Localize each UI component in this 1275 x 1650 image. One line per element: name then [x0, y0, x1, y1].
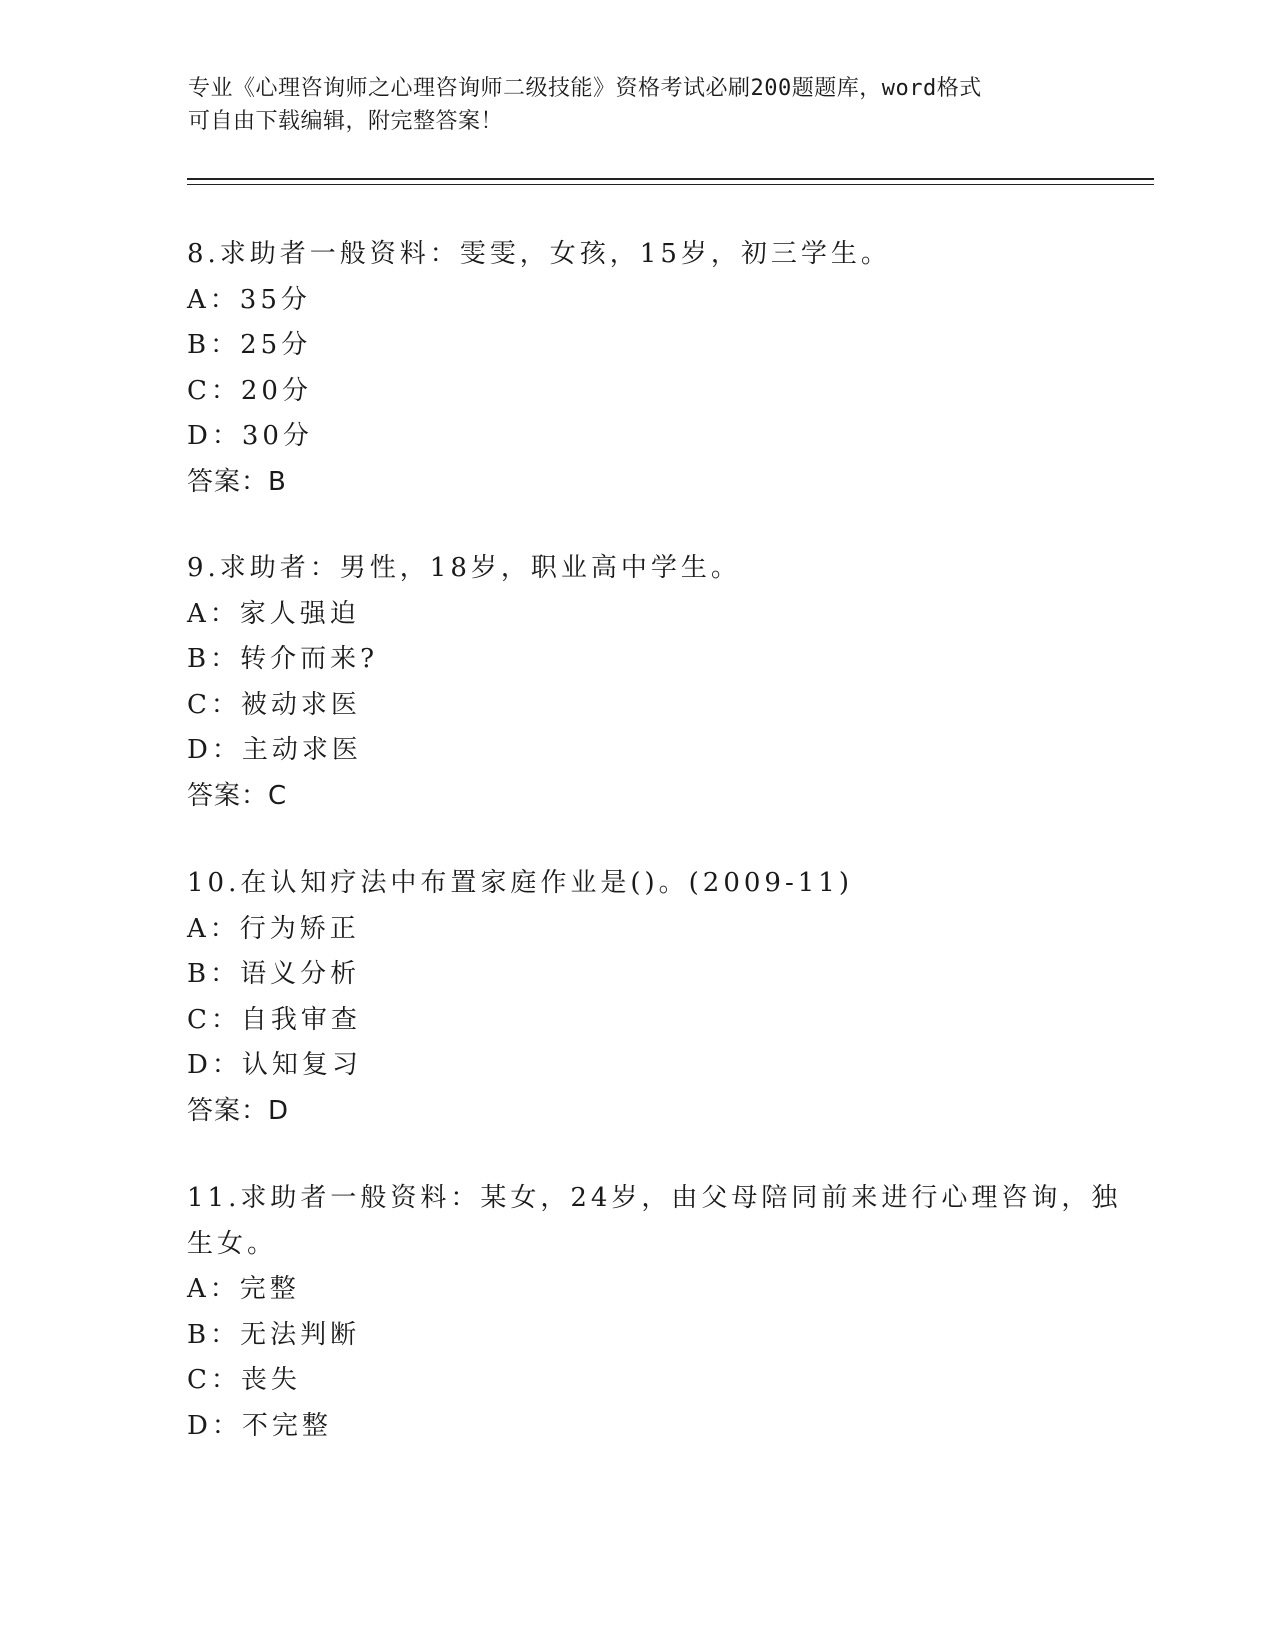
question-stem: 10.在认知疗法中布置家庭作业是()。(2009-11)	[187, 868, 853, 898]
header-line-1: 专业《心理咨询师之心理咨询师二级技能》资格考试必刷200题题库，word格式	[188, 76, 982, 101]
option-d: D：认知复习	[187, 1050, 362, 1080]
option-d: D：主动求医	[187, 735, 362, 765]
question-stem-continued: 生女。	[187, 1228, 278, 1259]
question-9	[187, 546, 1087, 819]
question-stem: 8.求助者一般资料：雯雯，女孩，15岁，初三学生。	[187, 239, 891, 269]
option-a: A：行为矫正	[187, 913, 360, 944]
question-stem: 9.求助者：男性，18岁，职业高中学生。	[187, 553, 741, 583]
option-d: D：30分	[187, 421, 313, 451]
option-b: B：25分	[187, 330, 312, 360]
answer-line: 答案：C	[187, 780, 288, 811]
option-b: B：无法判断	[187, 1319, 361, 1350]
option-d: D：不完整	[187, 1410, 332, 1441]
header-line-2: 可自由下载编辑，附完整答案！	[188, 109, 504, 134]
option-c: C：自我审查	[187, 1004, 361, 1035]
answer-line: 答案：D	[187, 1095, 290, 1126]
option-a: A：家人强迫	[187, 598, 360, 629]
option-b: B：转介而来?	[187, 644, 379, 674]
option-a: A：完整	[187, 1274, 300, 1304]
header-double-rule	[187, 178, 1154, 185]
question-10	[187, 861, 1087, 1134]
option-c: C：被动求医	[187, 689, 361, 720]
question-11	[187, 1176, 1122, 1449]
option-b: B：语义分析	[187, 959, 361, 989]
option-c: C：20分	[187, 375, 312, 406]
option-c: C：丧失	[187, 1365, 301, 1395]
question-stem: 11.求助者一般资料：某女，24岁，由父母陪同前来进行心理咨询，独	[187, 1183, 1122, 1213]
option-a: A：35分	[187, 284, 311, 315]
answer-line: 答案：B	[187, 466, 287, 497]
document-header	[188, 72, 1088, 138]
question-8	[187, 232, 1087, 505]
